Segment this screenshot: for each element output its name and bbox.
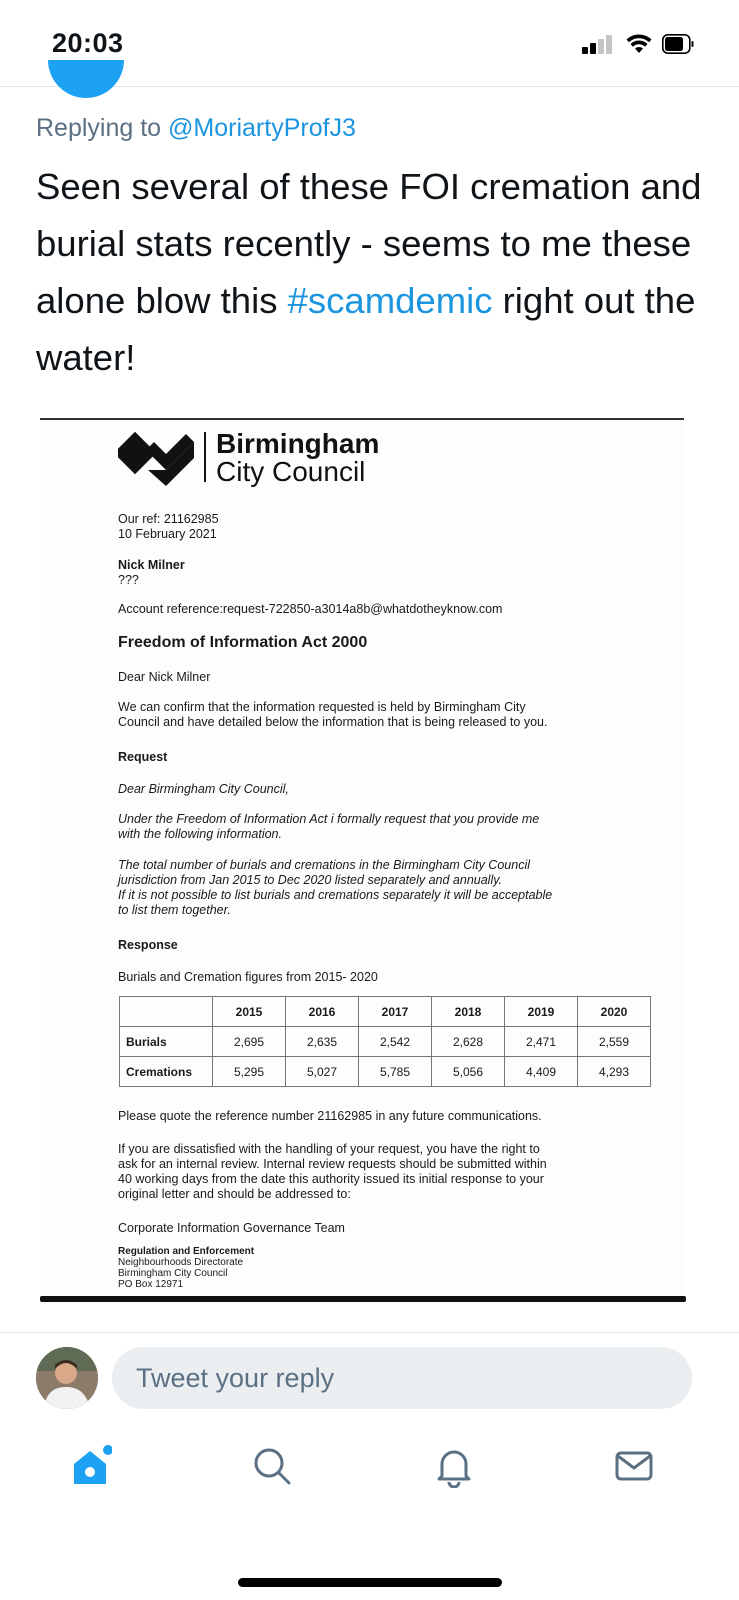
search-icon (250, 1444, 294, 1488)
nav-messages[interactable] (604, 1436, 664, 1496)
birmingham-logo-icon (118, 430, 198, 486)
recipient-name: Nick Milner (118, 558, 185, 572)
quote-ref: Please quote the reference number 21162985 in any future communications. (118, 1109, 542, 1123)
status-time: 20:03 (52, 28, 124, 58)
confirm-line1: We can confirm that the information requested is held by Birmingham City (118, 700, 526, 714)
table-row-label: Burials (120, 1027, 213, 1057)
table-year-header: 2015 (213, 997, 286, 1027)
table-cell: 4,409 (505, 1057, 578, 1087)
address-line3: Birmingham City Council (118, 1268, 228, 1279)
table-year-header: 2020 (578, 997, 651, 1027)
battery-icon (662, 34, 694, 54)
address-line1: Regulation and Enforcement (118, 1246, 255, 1257)
image-bottom-edge (40, 1296, 686, 1302)
tweet-attached-image[interactable] (40, 418, 684, 1304)
request-heading: Request (118, 750, 168, 764)
nav-search[interactable] (242, 1436, 302, 1496)
request-p1-line1: Under the Freedom of Information Act i formally request that you provide me (118, 812, 540, 826)
address-line4: PO Box 12971 (118, 1279, 184, 1290)
tweet-text-part1: Seen several of these FOI cremation and burial stats recently - seems to me these alone blow this (36, 166, 702, 321)
table-year-header: 2017 (359, 997, 432, 1027)
table-cell: 5,785 (359, 1057, 432, 1087)
table-cell: 2,695 (213, 1027, 286, 1057)
replying-to (36, 114, 356, 143)
tweet-text-part2: right out the water! (36, 280, 696, 378)
hashtag-link[interactable]: #scamdemic (287, 280, 493, 321)
letter-date: 10 February 2021 (118, 527, 217, 541)
table-cell: 2,471 (505, 1027, 578, 1057)
table-year-header: 2019 (505, 997, 578, 1027)
our-ref: Our ref: 21162985 (118, 512, 219, 526)
reply-input[interactable] (112, 1347, 692, 1409)
nav-home[interactable] (60, 1436, 120, 1496)
wifi-icon (626, 33, 652, 55)
logo-divider (204, 432, 206, 482)
confirm-line2: Council and have detailed below the information that is being released to you. (118, 715, 548, 729)
salutation: Dear Nick Milner (118, 670, 211, 684)
table-cell: 2,542 (359, 1027, 432, 1057)
act-title: Freedom of Information Act 2000 (118, 634, 368, 651)
cellular-signal-icon (582, 34, 616, 54)
table-cell: 5,056 (432, 1057, 505, 1087)
dissatisfied-line2: ask for an internal review. Internal review requests should be submitted within (118, 1157, 547, 1171)
dissatisfied-line3: 40 working days from the date this authority issued its initial response to your (118, 1172, 544, 1186)
table-year-header: 2018 (432, 997, 505, 1027)
dissatisfied-line1: If you are dissatisfied with the handling of your request, you have the right to (118, 1142, 540, 1156)
table-caption: Burials and Cremation figures from 2015- 2020 (118, 970, 378, 984)
logo-line2: City Council (216, 456, 366, 487)
nav-notifications[interactable] (424, 1436, 484, 1496)
table-row-label: Cremations (120, 1057, 213, 1087)
table-cell: 2,559 (578, 1027, 651, 1057)
request-p1-line2: with the following information. (118, 827, 282, 841)
recipient-line2: ??? (118, 573, 139, 587)
request-p2-line1: The total number of burials and cremations in the Birmingham City Council (118, 858, 530, 872)
table-cell: 2,628 (432, 1027, 505, 1057)
dissatisfied-line4: original letter and should be addressed to: (118, 1187, 351, 1201)
home-indicator[interactable] (238, 1578, 502, 1587)
avatar-photo-icon (36, 1347, 98, 1409)
request-p2-line3: If it is not possible to list burials and cremations separately it will be acceptable (118, 888, 553, 902)
request-p2-line4: to list them together. (118, 903, 231, 917)
foi-figures-table (119, 996, 651, 1087)
table-cell: 4,293 (578, 1057, 651, 1087)
tweet-text (36, 158, 716, 386)
replying-prefix: Replying to (36, 114, 169, 142)
reply-composer (0, 1332, 739, 1425)
logo-line1: Birmingham (216, 428, 380, 459)
request-p2-line2: jurisdiction from Jan 2015 to Dec 2020 listed separately and annually. (118, 873, 503, 887)
table-corner-cell (120, 997, 213, 1027)
table-cell: 2,635 (286, 1027, 359, 1057)
messages-icon (612, 1444, 656, 1488)
account-reference: Account reference:request-722850-a3014a8b@whatdotheyknow.com (118, 602, 503, 616)
table-cell: 5,027 (286, 1057, 359, 1087)
address-line2: Neighbourhoods Directorate (118, 1257, 244, 1268)
replying-handle-link[interactable]: @MoriartyProfJ3 (168, 114, 356, 142)
table-header-row (120, 997, 651, 1027)
original-tweet-avatar[interactable] (48, 60, 124, 98)
request-salutation: Dear Birmingham City Council, (118, 782, 289, 796)
home-icon (68, 1444, 112, 1488)
notifications-icon (432, 1444, 476, 1488)
table-year-header: 2016 (286, 997, 359, 1027)
avatar[interactable] (36, 1347, 98, 1409)
table-row (120, 1057, 651, 1087)
response-heading: Response (118, 938, 178, 952)
table-cell: 5,295 (213, 1057, 286, 1087)
governance-team: Corporate Information Governance Team (118, 1221, 345, 1235)
bottom-navigation (0, 1424, 739, 1600)
table-row (120, 1027, 651, 1057)
